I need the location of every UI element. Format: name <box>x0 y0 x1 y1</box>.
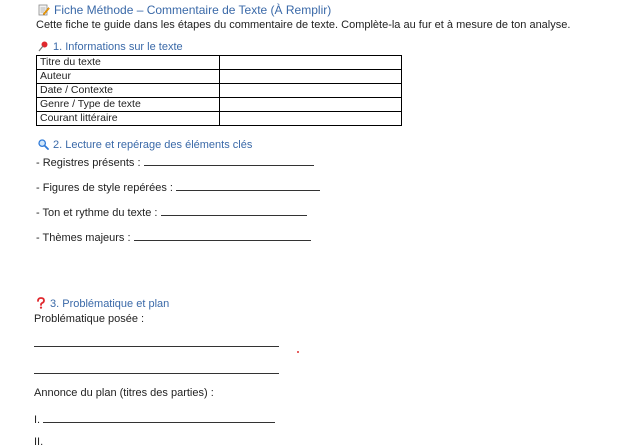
section2-heading-line <box>38 139 252 153</box>
magnifier-icon <box>38 139 49 153</box>
plan-item-1-blank[interactable] <box>43 413 275 423</box>
section2-heading: 2. Lecture et repérage des éléments clés <box>53 139 253 151</box>
question-mark-icon <box>36 297 46 312</box>
document-title-line <box>38 3 331 19</box>
registres-blank[interactable] <box>144 156 314 166</box>
row-label-author: Auteur <box>37 70 220 84</box>
table-row <box>37 84 402 98</box>
row-value-title[interactable] <box>220 56 402 70</box>
themes-blank[interactable] <box>134 231 311 241</box>
section1-heading: 1. Informations sur le texte <box>53 41 183 53</box>
plan-item-label: I. <box>34 414 44 426</box>
list-item-label: - Figures de style repérées : <box>36 182 177 194</box>
list-item-label: - Ton et rythme du texte : <box>36 207 161 219</box>
plan-item-1 <box>34 413 275 426</box>
table-row <box>37 98 402 112</box>
list-item-figures <box>36 181 320 194</box>
table-row <box>37 70 402 84</box>
list-item-themes <box>36 231 311 244</box>
plan-item-2 <box>34 436 43 445</box>
figures-blank[interactable] <box>176 181 320 191</box>
table-row <box>37 56 402 70</box>
row-value-movement[interactable] <box>220 112 402 126</box>
section3-heading: 3. Problématique et plan <box>50 298 170 310</box>
list-item-label: - Thèmes majeurs : <box>36 232 134 244</box>
list-item-registres <box>36 156 314 169</box>
section1-heading-line <box>38 41 183 55</box>
problem-line-1[interactable] <box>34 346 279 347</box>
row-label-genre: Genre / Type de texte <box>37 98 220 112</box>
list-item-ton <box>36 206 307 219</box>
plan-item-label: II. <box>34 436 44 445</box>
pushpin-icon <box>38 41 49 55</box>
document-title: Fiche Méthode – Commentaire de Texte (À Remplir) <box>54 3 332 17</box>
list-item-label: - Registres présents : <box>36 157 144 169</box>
info-table <box>36 55 402 126</box>
row-value-genre[interactable] <box>220 98 402 112</box>
row-label-title: Titre du texte <box>37 56 220 70</box>
ton-blank[interactable] <box>161 206 307 216</box>
section3-heading-line <box>36 297 169 312</box>
memo-icon <box>38 4 50 19</box>
intro-text: Cette fiche te guide dans les étapes du commentaire de texte. Complète-la au fur et à mesure de ton analyse. <box>36 19 571 31</box>
red-dot-mark <box>297 351 299 353</box>
problem-label: Problématique posée : <box>34 313 145 325</box>
row-label-date: Date / Contexte <box>37 84 220 98</box>
row-value-date[interactable] <box>220 84 402 98</box>
row-value-author[interactable] <box>220 70 402 84</box>
problem-line-2[interactable] <box>34 373 279 374</box>
row-label-movement: Courant littéraire <box>37 112 220 126</box>
table-row <box>37 112 402 126</box>
plan-label: Annonce du plan (titres des parties) : <box>34 387 214 399</box>
